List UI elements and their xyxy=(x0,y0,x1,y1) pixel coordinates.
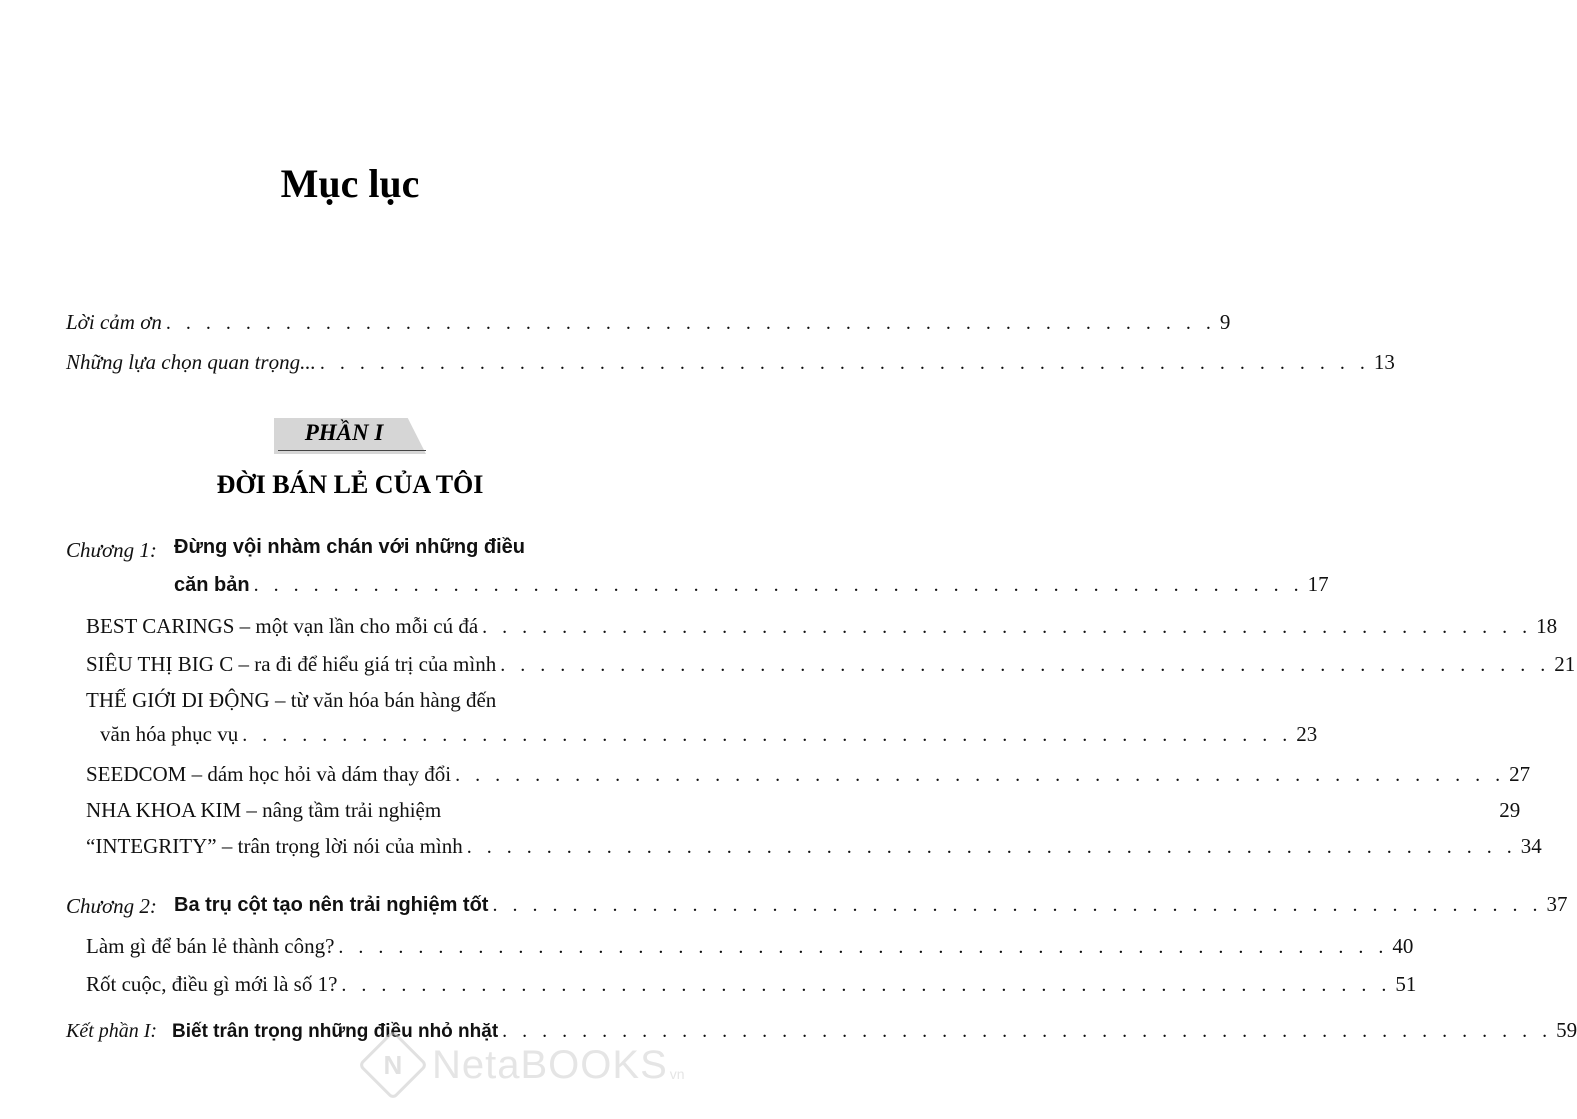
toc-entry[interactable] xyxy=(86,652,1576,677)
toc-entry-label: SIÊU THỊ BIG C – ra đi để hiểu giá trị của mình xyxy=(86,652,497,676)
watermark-suffix: vn xyxy=(669,1066,685,1082)
toc-entry-page: 59 xyxy=(1556,1018,1577,1042)
toc-entry-page: 34 xyxy=(1520,834,1542,858)
toc-entry-label: Lời cảm ơn xyxy=(66,310,162,334)
watermark-text: NetaBOOKS xyxy=(432,1042,668,1087)
toc-entry[interactable] xyxy=(86,834,1542,859)
toc-entry-label: NHA KHOA KIM – nâng tầm trải nghiệm xyxy=(86,798,442,822)
toc-entry-label: “INTEGRITY” – trân trọng lời nói của mình xyxy=(86,834,463,858)
chapter-label: Chương 1: xyxy=(66,538,157,562)
part-label: PHẦN I xyxy=(304,420,384,445)
toc-entry-label: Rốt cuộc, điều gì mới là số 1? xyxy=(86,972,338,996)
toc-entry[interactable] xyxy=(100,722,1318,747)
part-title: ĐỜI BÁN LẺ CỦA TÔI xyxy=(216,470,484,499)
leader-dots: . . . . . . . . . . . . . . . . . . . . . . . . . . . . . . . . . . . . . . . . . . . . . . . . . . . . . xyxy=(165,312,1216,334)
toc-entry-page: 18 xyxy=(1536,614,1558,638)
part-end-label: Kết phần I: xyxy=(66,1020,158,1042)
toc-entry-page: 17 xyxy=(1307,572,1329,596)
toc-entry-label-cont: văn hóa phục vụ xyxy=(100,722,239,746)
leader-dots: . . . . . . . . . . . . . . . . . . . . . . . . . . . . . . . . . . . . . . . . . . . . . . . . . . . . . xyxy=(500,654,1551,676)
toc-entry[interactable] xyxy=(86,972,1417,997)
leader-dots: . . . . . . . . . . . . . . . . . . . . . . . . . . . . . . . . . . . . . . . . . . . . . . . . . . . . . xyxy=(492,894,1543,916)
leader-dots: . . . . . . . . . . . . . . . . . . . . . . . . . . . . . . . . . . . . . . . . . . . . . . . . . . . . . xyxy=(338,936,1389,958)
toc-entry-label: SEEDCOM – dám học hỏi và dám thay đổi xyxy=(86,762,452,786)
toc-entry-page: 23 xyxy=(1296,722,1318,746)
toc-entry-label: BEST CARINGS – một vạn lần cho mỗi cú đá xyxy=(86,614,479,638)
leader-dots: . . . . . . . . . . . . . . . . . . . . . . . . . . . . . . . . . . . . . . . . . . . . . . . . . . . . . xyxy=(502,1020,1553,1042)
toc-entry-label[interactable]: THẾ GIỚI DI ĐỘNG – từ văn hóa bán hàng đến xyxy=(86,688,497,712)
toc-entry[interactable] xyxy=(66,310,1231,335)
netabooks-logo-icon: N xyxy=(358,1030,429,1101)
leader-dots: . . . . . . . . . . . . . . . . . . . . . . . . . . . . . . . . . . . . . . . . . . . . . . . . . . . . . xyxy=(455,764,1506,786)
toc-entry-label: Những lựa chọn quan trọng... xyxy=(66,350,316,374)
part-label-underline xyxy=(278,450,426,451)
leader-dots: . . . . . . . . . . . . . . . . . . . . . . . . . . . . . . . . . . . . . . . . . . . . . . . . . . . . . xyxy=(242,724,1293,746)
toc-entry-label: Làm gì để bán lẻ thành công? xyxy=(86,934,335,958)
leader-dots: . . . . . . . . . . . . . . . . . . . . . . . . . . . . . . . . . . . . . . . . . . . . . . . . . . . . . xyxy=(482,616,1533,638)
toc-entry-page: 37 xyxy=(1546,892,1568,916)
toc-entry[interactable] xyxy=(86,762,1531,787)
chapter-title: Ba trụ cột tạo nên trải nghiệm tốt xyxy=(174,894,489,916)
toc-entry[interactable] xyxy=(174,572,1329,597)
watermark xyxy=(368,1040,685,1090)
toc-entry[interactable] xyxy=(86,614,1558,639)
toc-entry-page: 27 xyxy=(1509,762,1531,786)
leader-dots: . . . . . . . . . . . . . . . . . . . . . . . . . . . . . . . . . . . . . . . . . . . . . . . . . . . . . xyxy=(319,352,1370,374)
leader-dots: . . . . . . . . . . . . . . . . . . . . . . . . . . . . . . . . . . . . . . . . . . . . . . . . . . . . . xyxy=(341,974,1392,996)
toc-entry-page: 40 xyxy=(1392,934,1414,958)
toc-entry-page: 29 xyxy=(1499,798,1521,822)
toc-entry[interactable] xyxy=(86,934,1414,959)
chapter-title[interactable]: Đừng vội nhàm chán với những điều xyxy=(174,536,525,558)
toc-entry[interactable] xyxy=(86,798,1521,823)
toc-entry[interactable] xyxy=(174,892,1568,917)
chapter-title-cont: căn bản xyxy=(174,574,250,596)
toc-entry-page: 21 xyxy=(1554,652,1576,676)
leader-dots: . . . . . . . . . . . . . . . . . . . . . . . . . . . . . . . . . . . . . . . . . . . . . . . . . . . . . xyxy=(253,574,1304,596)
part-end-title: Biết trân trọng những điều nhỏ nhặt xyxy=(172,1021,499,1042)
page-title: Mục lục xyxy=(280,161,420,206)
leader-dots: . . . . . . . . . . . . . . . . . . . . . . . . . . . . . . . . . . . . . . . . . . . . . . . . . . . . . xyxy=(466,836,1517,858)
toc-entry-page: 9 xyxy=(1219,310,1231,334)
toc-entry-page: 13 xyxy=(1373,350,1395,374)
chapter-label: Chương 2: xyxy=(66,894,157,918)
toc-entry-page: 51 xyxy=(1395,972,1417,996)
toc-entry[interactable] xyxy=(66,350,1395,375)
